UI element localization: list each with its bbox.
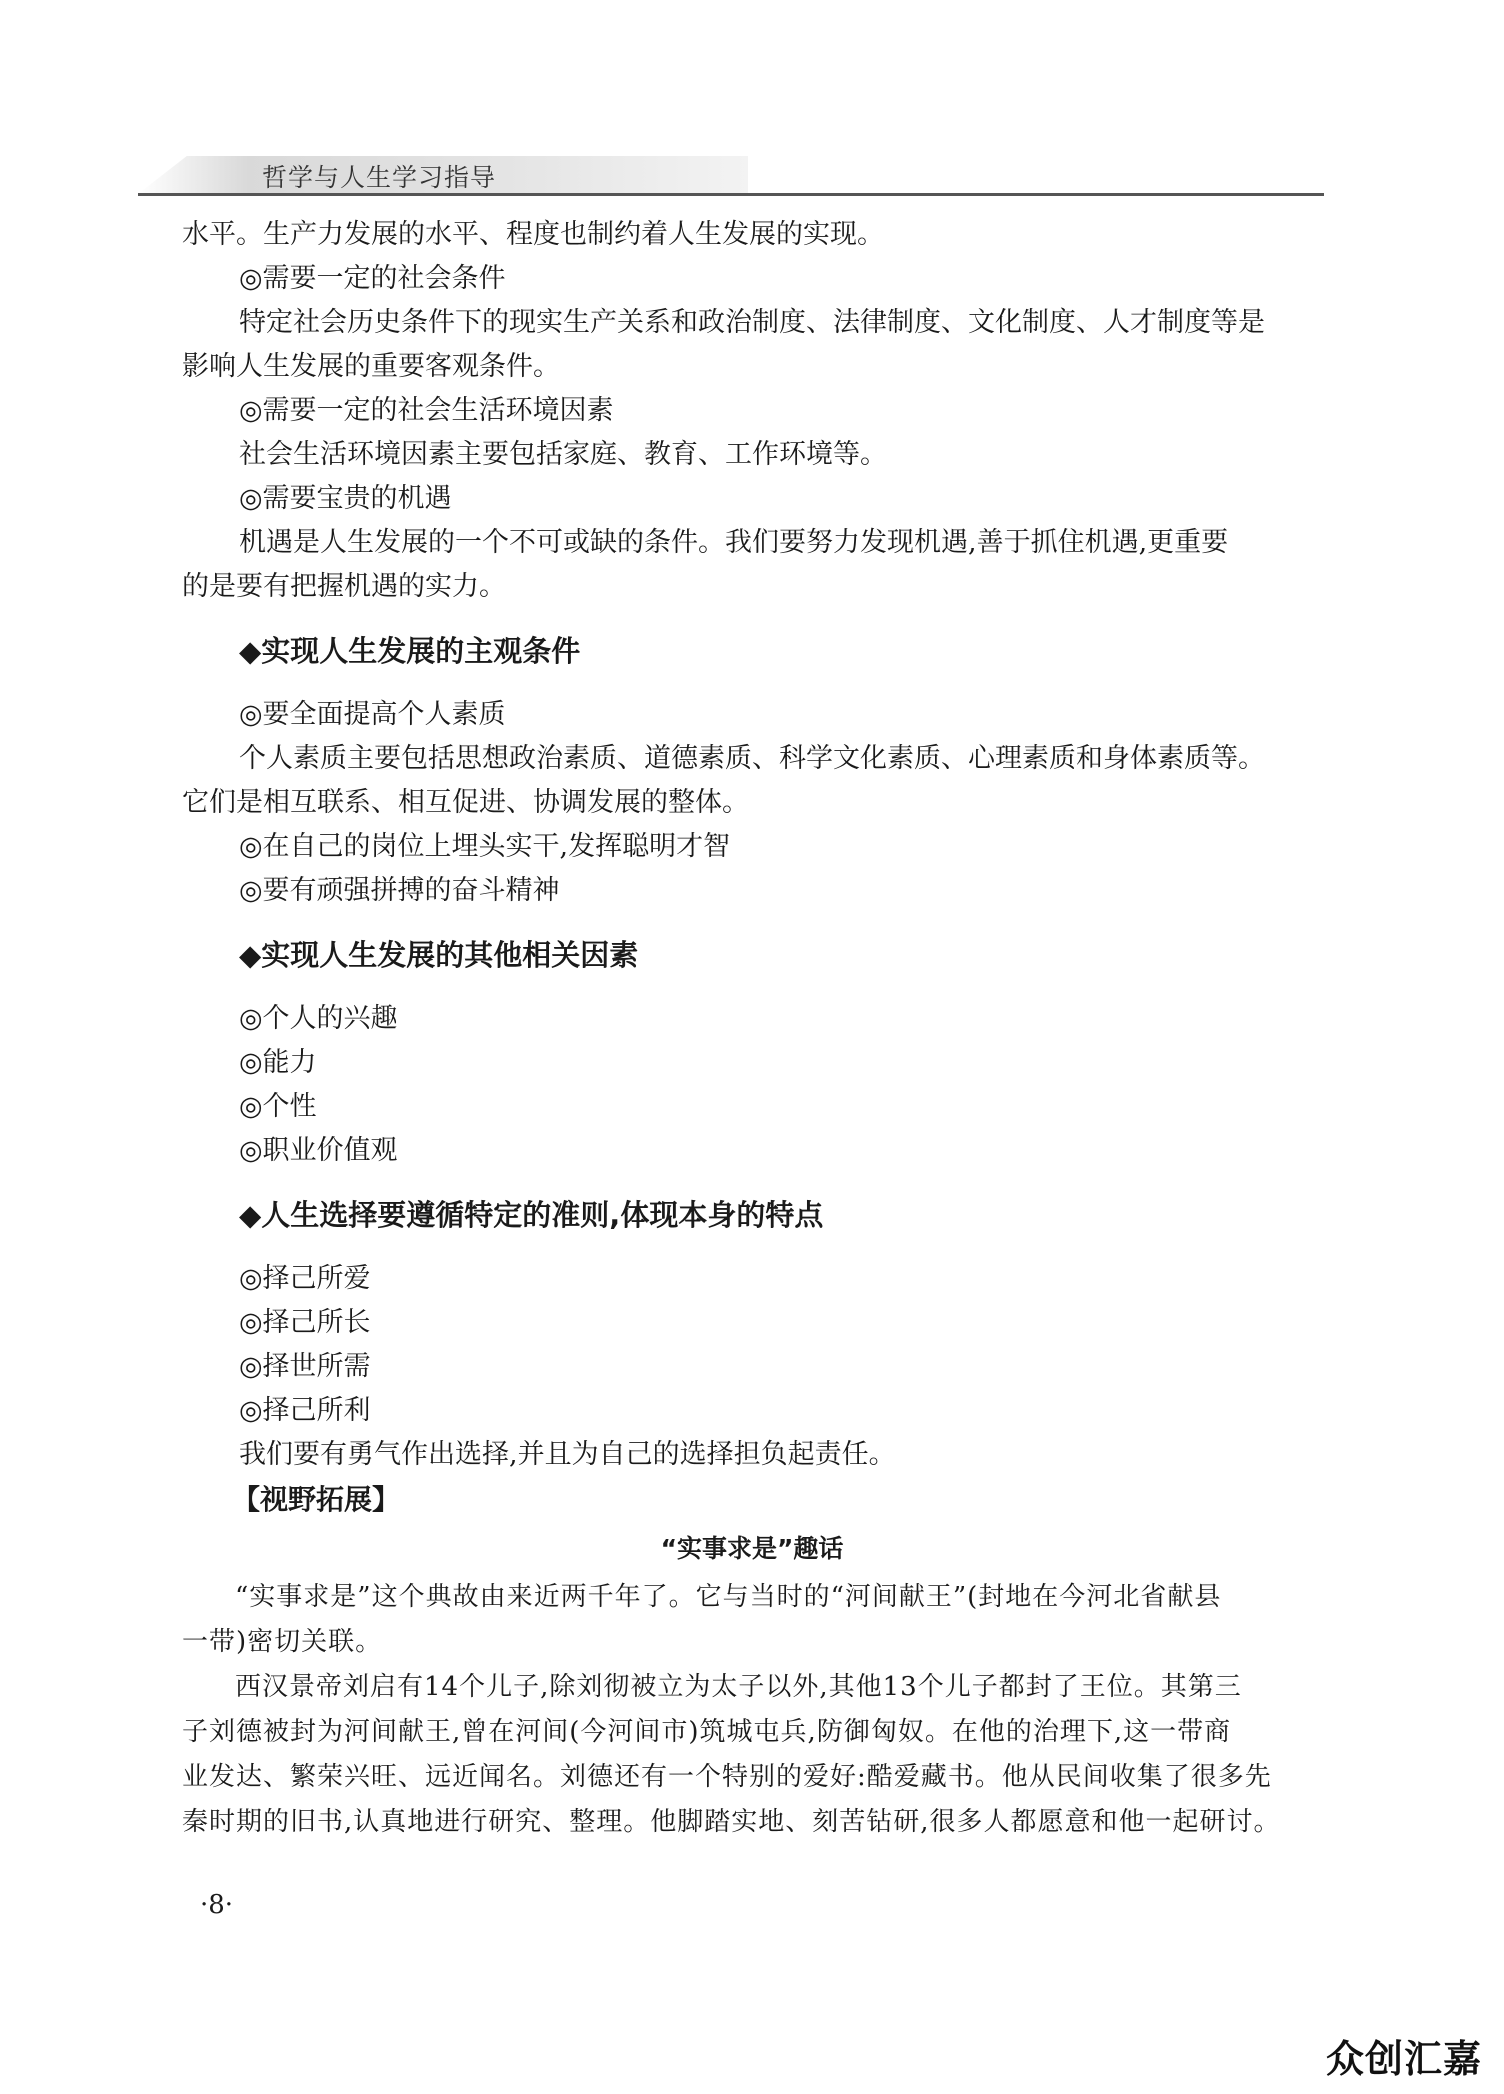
list-item: ◎个性 bbox=[239, 1091, 317, 1122]
story-title: “实事求是”趣话 bbox=[660, 1534, 844, 1563]
story-line: 子刘德被封为河间献王,曾在河间(今河间市)筑城屯兵,防御匈奴。在他的治理下,这一带商 bbox=[182, 1717, 1232, 1747]
list-item: ◎择己所长 bbox=[239, 1307, 371, 1338]
running-header bbox=[138, 150, 1324, 196]
list-item: ◎个人的兴趣 bbox=[239, 1003, 398, 1034]
section-heading: ◆实现人生发展的其他相关因素 bbox=[239, 938, 639, 972]
paragraph-line: 水平。生产力发展的水平、程度也制约着人生发展的实现。 bbox=[182, 219, 884, 250]
story-line: 西汉景帝刘启有14个儿子,除刘彻被立为太子以外,其他13个儿子都封了王位。其第三 bbox=[235, 1672, 1242, 1702]
list-item: ◎择世所需 bbox=[239, 1351, 371, 1382]
list-item: ◎需要一定的社会条件 bbox=[239, 263, 506, 294]
paragraph-line: 影响人生发展的重要客观条件。 bbox=[182, 351, 560, 382]
page-number: ·8· bbox=[200, 1890, 234, 1920]
paragraph-line: 个人素质主要包括思想政治素质、道德素质、科学文化素质、心理素质和身体素质等。 bbox=[239, 743, 1265, 774]
paragraph-line: 社会生活环境因素主要包括家庭、教育、工作环境等。 bbox=[239, 439, 887, 470]
list-item: ◎职业价值观 bbox=[239, 1135, 398, 1166]
list-item: ◎在自己的岗位上埋头实干,发挥聪明才智 bbox=[239, 831, 731, 862]
extension-heading: 【视野拓展】 bbox=[232, 1483, 401, 1516]
watermark: 众创汇嘉 bbox=[1304, 2024, 1504, 2094]
paragraph-line: 的是要有把握机遇的实力。 bbox=[182, 571, 506, 602]
story-line: 秦时期的旧书,认真地进行研究、整理。他脚踏实地、刻苦钻研,很多人都愿意和他一起研讨。 bbox=[182, 1807, 1281, 1837]
list-item: ◎择己所利 bbox=[239, 1395, 371, 1426]
header-rule bbox=[138, 193, 1324, 196]
paragraph-line: 它们是相互联系、相互促进、协调发展的整体。 bbox=[182, 787, 749, 818]
story-line: 一带)密切关联。 bbox=[182, 1627, 383, 1657]
section-heading: ◆人生选择要遵循特定的准则,体现本身的特点 bbox=[239, 1198, 824, 1232]
paragraph-line: 特定社会历史条件下的现实生产关系和政治制度、法律制度、文化制度、人才制度等是 bbox=[239, 307, 1265, 338]
story-line: “实事求是”这个典故由来近两千年了。它与当时的“河间献王”(封地在今河北省献县 bbox=[235, 1582, 1222, 1612]
list-item: ◎择己所爱 bbox=[239, 1263, 371, 1294]
list-item: ◎需要宝贵的机遇 bbox=[239, 483, 452, 514]
list-item: ◎要全面提高个人素质 bbox=[239, 699, 506, 730]
list-item: ◎要有顽强拼搏的奋斗精神 bbox=[239, 875, 560, 906]
list-item: ◎能力 bbox=[239, 1047, 317, 1078]
list-item: ◎需要一定的社会生活环境因素 bbox=[239, 395, 614, 426]
header-title: 哲学与人生学习指导 bbox=[262, 163, 497, 192]
section-heading: ◆实现人生发展的主观条件 bbox=[239, 634, 581, 668]
paragraph-line: 机遇是人生发展的一个不可或缺的条件。我们要努力发现机遇,善于抓住机遇,更重要 bbox=[239, 527, 1229, 558]
page-content bbox=[182, 213, 1322, 1845]
story-line: 业发达、繁荣兴旺、远近闻名。刘德还有一个特别的爱好:酷爱藏书。他从民间收集了很多先 bbox=[182, 1762, 1272, 1792]
paragraph-line: 我们要有勇气作出选择,并且为自己的选择担负起责任。 bbox=[239, 1439, 896, 1470]
